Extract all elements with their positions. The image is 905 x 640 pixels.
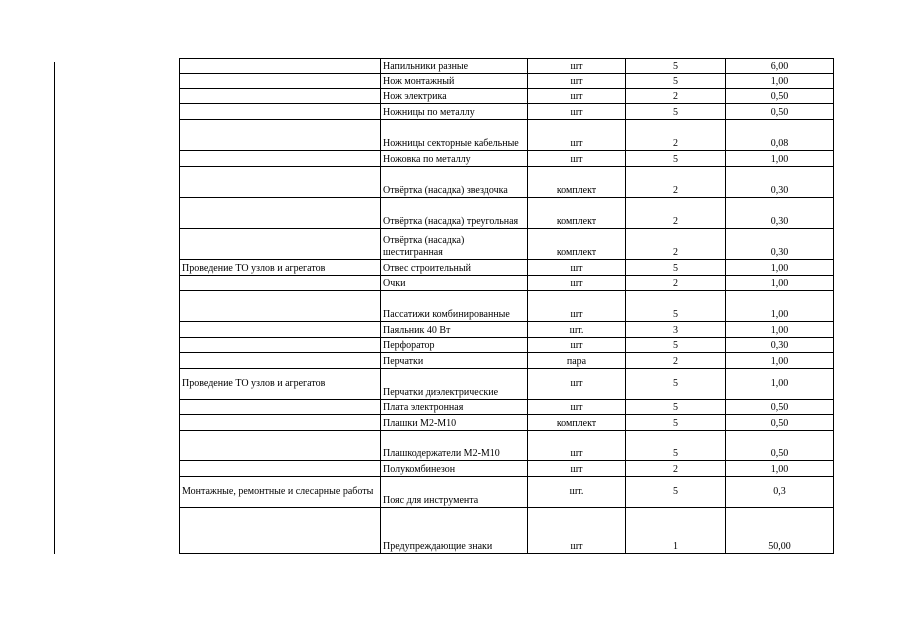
item-cell: Предупреждающие знаки bbox=[381, 508, 528, 554]
term-cell: 0,50 bbox=[726, 89, 834, 104]
qty-cell: 2 bbox=[626, 353, 726, 369]
work-cell bbox=[180, 59, 381, 74]
term-cell: 0,30 bbox=[726, 338, 834, 353]
item-cell: Отвёртка (насадка) шестигранная bbox=[381, 229, 528, 260]
item-cell: Плашки М2-М10 bbox=[381, 415, 528, 431]
work-cell bbox=[180, 276, 381, 291]
unit-cell: шт bbox=[528, 276, 626, 291]
work-cell: Проведение ТО узлов и агрегатов bbox=[180, 369, 381, 400]
qty-cell: 5 bbox=[626, 415, 726, 431]
work-cell bbox=[180, 198, 381, 229]
table-row bbox=[180, 508, 834, 554]
work-cell bbox=[180, 89, 381, 104]
term-cell: 1,00 bbox=[726, 74, 834, 89]
table-row bbox=[180, 431, 834, 461]
work-cell: Проведение ТО узлов и агрегатов bbox=[180, 260, 381, 276]
work-cell bbox=[180, 353, 381, 369]
item-cell: Ножовка по металлу bbox=[381, 151, 528, 167]
qty-cell: 3 bbox=[626, 322, 726, 338]
tools-table bbox=[179, 58, 834, 554]
item-cell: Нож монтажный bbox=[381, 74, 528, 89]
work-cell bbox=[180, 167, 381, 198]
item-cell: Напильники разные bbox=[381, 59, 528, 74]
qty-cell: 2 bbox=[626, 89, 726, 104]
qty-cell: 5 bbox=[626, 369, 726, 400]
unit-cell: шт bbox=[528, 104, 626, 120]
term-cell: 1,00 bbox=[726, 369, 834, 400]
item-cell: Полукомбинезон bbox=[381, 461, 528, 477]
qty-cell: 2 bbox=[626, 276, 726, 291]
unit-cell: пара bbox=[528, 353, 626, 369]
table-row bbox=[180, 74, 834, 89]
unit-cell: шт bbox=[528, 508, 626, 554]
unit-cell: шт bbox=[528, 89, 626, 104]
work-cell bbox=[180, 322, 381, 338]
table-row bbox=[180, 198, 834, 229]
work-cell bbox=[180, 104, 381, 120]
unit-cell: шт bbox=[528, 74, 626, 89]
table-row bbox=[180, 260, 834, 276]
qty-cell: 2 bbox=[626, 198, 726, 229]
qty-cell: 5 bbox=[626, 104, 726, 120]
term-cell: 0,50 bbox=[726, 431, 834, 461]
table-row bbox=[180, 369, 834, 400]
unit-cell: комплект bbox=[528, 198, 626, 229]
work-cell bbox=[180, 508, 381, 554]
unit-cell: шт bbox=[528, 120, 626, 151]
item-cell: Паяльник 40 Вт bbox=[381, 322, 528, 338]
term-cell: 1,00 bbox=[726, 291, 834, 322]
term-cell: 0,30 bbox=[726, 167, 834, 198]
term-cell: 1,00 bbox=[726, 260, 834, 276]
unit-cell: шт bbox=[528, 59, 626, 74]
qty-cell: 5 bbox=[626, 59, 726, 74]
item-cell: Перфоратор bbox=[381, 338, 528, 353]
table-row bbox=[180, 89, 834, 104]
work-cell bbox=[180, 151, 381, 167]
item-cell: Отвёртка (насадка) звездочка bbox=[381, 167, 528, 198]
item-cell: Перчатки диэлектрические bbox=[381, 369, 528, 400]
term-cell: 1,00 bbox=[726, 353, 834, 369]
unit-cell: шт. bbox=[528, 322, 626, 338]
table-row bbox=[180, 477, 834, 508]
item-cell: Пассатижи комбинированные bbox=[381, 291, 528, 322]
unit-cell: комплект bbox=[528, 415, 626, 431]
qty-cell: 5 bbox=[626, 291, 726, 322]
unit-cell: шт bbox=[528, 400, 626, 415]
term-cell: 0,3 bbox=[726, 477, 834, 508]
unit-cell: шт bbox=[528, 461, 626, 477]
term-cell: 1,00 bbox=[726, 322, 834, 338]
term-cell: 0,50 bbox=[726, 104, 834, 120]
work-cell bbox=[180, 461, 381, 477]
tools-table-body bbox=[180, 59, 834, 554]
unit-cell: шт bbox=[528, 338, 626, 353]
table-row bbox=[180, 461, 834, 477]
work-cell bbox=[180, 338, 381, 353]
unit-cell: шт bbox=[528, 431, 626, 461]
page-margin-line bbox=[54, 62, 55, 554]
unit-cell: комплект bbox=[528, 167, 626, 198]
qty-cell: 2 bbox=[626, 167, 726, 198]
work-cell: Монтажные, ремонтные и слесарные работы bbox=[180, 477, 381, 508]
unit-cell: шт bbox=[528, 369, 626, 400]
qty-cell: 5 bbox=[626, 431, 726, 461]
qty-cell: 5 bbox=[626, 74, 726, 89]
work-cell bbox=[180, 120, 381, 151]
work-cell bbox=[180, 431, 381, 461]
unit-cell: шт. bbox=[528, 477, 626, 508]
term-cell: 1,00 bbox=[726, 151, 834, 167]
term-cell: 0,50 bbox=[726, 400, 834, 415]
table-row bbox=[180, 276, 834, 291]
qty-cell: 5 bbox=[626, 151, 726, 167]
table-row bbox=[180, 415, 834, 431]
term-cell: 50,00 bbox=[726, 508, 834, 554]
item-cell: Отвес строительный bbox=[381, 260, 528, 276]
unit-cell: комплект bbox=[528, 229, 626, 260]
term-cell: 1,00 bbox=[726, 276, 834, 291]
unit-cell: шт bbox=[528, 291, 626, 322]
qty-cell: 2 bbox=[626, 229, 726, 260]
term-cell: 0,30 bbox=[726, 229, 834, 260]
qty-cell: 2 bbox=[626, 461, 726, 477]
work-cell bbox=[180, 229, 381, 260]
qty-cell: 5 bbox=[626, 400, 726, 415]
item-cell: Ножницы по металлу bbox=[381, 104, 528, 120]
table-row bbox=[180, 151, 834, 167]
item-cell: Плата электронная bbox=[381, 400, 528, 415]
term-cell: 6,00 bbox=[726, 59, 834, 74]
item-cell: Ножницы секторные кабельные bbox=[381, 120, 528, 151]
work-cell bbox=[180, 291, 381, 322]
table-row bbox=[180, 229, 834, 260]
unit-cell: шт bbox=[528, 151, 626, 167]
item-cell: Пояс для инструмента bbox=[381, 477, 528, 508]
qty-cell: 1 bbox=[626, 508, 726, 554]
item-cell: Отвёртка (насадка) треугольная bbox=[381, 198, 528, 229]
table-row bbox=[180, 353, 834, 369]
table-row bbox=[180, 104, 834, 120]
table-row bbox=[180, 120, 834, 151]
table-row bbox=[180, 400, 834, 415]
item-cell: Очки bbox=[381, 276, 528, 291]
table-row bbox=[180, 322, 834, 338]
qty-cell: 5 bbox=[626, 260, 726, 276]
table-row bbox=[180, 167, 834, 198]
qty-cell: 5 bbox=[626, 338, 726, 353]
table-row bbox=[180, 291, 834, 322]
table-row bbox=[180, 59, 834, 74]
item-cell: Нож электрика bbox=[381, 89, 528, 104]
work-cell bbox=[180, 400, 381, 415]
unit-cell: шт bbox=[528, 260, 626, 276]
item-cell: Перчатки bbox=[381, 353, 528, 369]
work-cell bbox=[180, 74, 381, 89]
term-cell: 0,08 bbox=[726, 120, 834, 151]
work-cell bbox=[180, 415, 381, 431]
table-row bbox=[180, 338, 834, 353]
term-cell: 1,00 bbox=[726, 461, 834, 477]
item-cell: Плашкодержатели М2-М10 bbox=[381, 431, 528, 461]
qty-cell: 5 bbox=[626, 477, 726, 508]
term-cell: 0,30 bbox=[726, 198, 834, 229]
term-cell: 0,50 bbox=[726, 415, 834, 431]
qty-cell: 2 bbox=[626, 120, 726, 151]
